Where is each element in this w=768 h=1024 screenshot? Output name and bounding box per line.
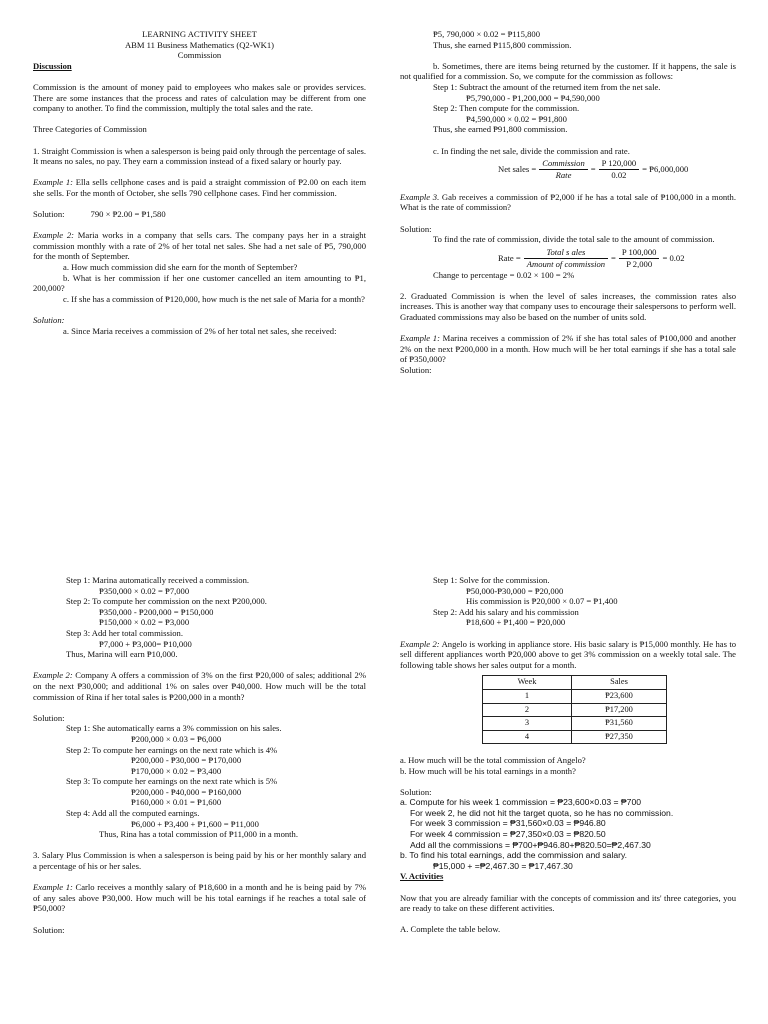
graduated-example-1-paragraph: Example 1: Marina receives a commission of 2% if she has total sales of ₱100,000 and another 2% on the next ₱200,000 in a month. How much will be her total earnings if she has a total sale of ₱350,000? <box>400 333 736 365</box>
table-row <box>483 730 667 744</box>
change-to-percentage: Change to percentage = 0.02 × 100 = 2% <box>433 269 575 280</box>
company-a-example-paragraph: Example 2: Company A offers a commission of 3% on the first ₱20,000 of sales; additional 2% on the next ₱30,000; and additional 1% on sales over ₱40,000. How much will be the total commission of Rina if her total sales is ₱200,000 in a month? <box>33 670 366 702</box>
discussion-heading: Discussion <box>33 60 72 71</box>
angelo-solution-a4: For week 4 commission = ₱27,350×0.03 = ₱820.50 <box>410 829 606 840</box>
calc-commission: ₱5, 790,000 × 0.02 = ₱115,800 <box>433 29 541 39</box>
rina-step-2: Step 2: To compute her earnings on the next rate which is 4% <box>66 744 278 755</box>
step-2-calc: ₱4,590,000 × 0.02 = ₱91,800 <box>466 113 567 124</box>
activity-a-instruction: A. Complete the table below. <box>400 924 501 935</box>
example-2-question-c: c. If she has a commission of ₱120,000, how much is the net sale of Maria for a month? <box>63 293 365 304</box>
example-2-paragraph: Example 2: Maria works in a company that sells cars. The company pays her in a straight commission monthly with a rate of 2% of her total net sales. She had a net sale of ₱5, 790,000 for the month of September. <box>33 230 366 262</box>
question-a: a. How much will be the total commission of Angelo? <box>400 754 586 765</box>
thus-commission-1: Thus, she earned ₱115,800 commission. <box>433 39 572 50</box>
net-sales-formula: Net sales = $\frac{\text{Commission}}{\text{Rate}}$ = $\frac{P 120,000}{0.02}$ = ₱6,000,000 <box>498 158 689 181</box>
thus-commission-2: Thus, she earned ₱91,800 commission. <box>433 124 568 135</box>
table-cell: 1 <box>483 689 572 703</box>
angelo-solution-b1: b. To find his total earnings, add the commission and salary. <box>400 850 628 861</box>
net-sale-intro: c. In finding the net sale, divide the commission and rate. <box>433 145 630 156</box>
rina-step-3: Step 3: To compute her earnings on the next rate which is 5% <box>66 776 278 787</box>
sheet-subject: ABM 11 Business Mathematics (Q2-WK1) <box>124 39 275 50</box>
angelo-example-paragraph: Example 2: Angelo is working in appliance store. His basic salary is ₱15,000 monthly. He has to sell different appliances worth ₱20,000 above to get 3% commission on a weekly total sale. The following table shows her sales output for a month. <box>400 638 737 670</box>
table-row <box>483 689 667 703</box>
table-header-cell: Week <box>483 676 572 690</box>
net-sales-fraction-2: $\frac{P 120,000}{0.02}$ <box>599 158 640 181</box>
example-3-solution-text: To find the rate of commission, divide the total sale to the amount of commission. <box>433 234 715 245</box>
table-cell: ₱27,350 <box>572 730 667 744</box>
angelo-solution-a5: Add all the commissions = ₱700+₱946.80+₱820.50=₱2,467.30 <box>410 839 651 850</box>
sheet-topic: Commission <box>177 50 222 61</box>
salary-plus-commission-paragraph: 3. Salary Plus Commission is when a salesperson is being paid by his or her monthly salary and a percentage of his or her sales. <box>33 850 367 872</box>
rate-formula: Rate = $\frac{\text{Total s ales}}{\text{Amount of commission}}$ = $\frac{P 100,000}{P 2,000}$ = 0.02 <box>498 246 685 269</box>
marina-step-1: Step 1: Marina automatically received a commission. <box>66 575 250 585</box>
question-b: b. How much will be his total earnings in a month? <box>400 765 576 776</box>
graduated-commission-paragraph: 2. Graduated Commission is when the level of sales increases, the commission rates also increases. This is another way that company uses to encourage their salespersons to perform well. Graduated commissions may also be based on the number of units sold. <box>400 290 736 323</box>
angelo-solution-label: Solution: <box>400 786 432 797</box>
example-2-solution-label: Solution: <box>33 315 65 326</box>
activities-heading: V. Activities <box>400 871 444 882</box>
table-cell: ₱17,200 <box>572 703 667 717</box>
carlo-step-2-calc: ₱18,600 + ₱1,400 = ₱20,000 <box>466 617 566 628</box>
straight-commission-paragraph: 1. Straight Commission is when a salesperson is being paid only through the percentage of sales. It means no sales, no pay. They earn a commission instead of a fixed salary or hourly pay. <box>33 145 367 167</box>
page1-left-column <box>33 29 366 336</box>
marina-step-3: Step 3: Add her total commission. <box>66 627 183 638</box>
carlo-step-1: Step 1: Solve for the commission. <box>433 575 550 585</box>
table-row <box>483 703 667 717</box>
carlo-solution-label: Solution: <box>33 924 65 935</box>
table-header-cell: Sales <box>572 676 667 690</box>
rina-step-2-calc-2: ₱170,000 × 0.02 = ₱3,400 <box>131 765 222 776</box>
marina-step-3-calc: ₱7,000 + ₱3,000= ₱10,000 <box>99 638 192 649</box>
sales-table <box>482 675 667 744</box>
carlo-step-2: Step 2: Add his salary and his commission <box>433 606 579 617</box>
page1-right-column <box>400 29 736 376</box>
page2-right-column <box>400 575 736 935</box>
table-row <box>483 717 667 731</box>
three-categories-heading: Three Categories of Commission <box>33 124 147 135</box>
angelo-solution-a2: For week 2, he did not hit the target quota, so he has no commission. <box>410 807 674 818</box>
intro-paragraph: Commission is the amount of money paid to employees who makes sale or provides services. There are some instances that the process and rates of calculation may be different from one company to another. To find the commission, multiply the total sales and the rate. <box>33 81 366 114</box>
rina-step-1: Step 1: She automatically earns a 3% commission on his sales. <box>66 723 282 734</box>
rina-step-4: Step 4: Add all the computed earnings. <box>66 808 200 819</box>
table-cell: ₱31,560 <box>572 717 667 731</box>
carlo-step-1-calc-2: His commission is ₱20,000 × 0.07 = ₱1,400 <box>466 596 618 607</box>
angelo-solution-b1-calc: ₱15,000 + =₱2,467.30 = ₱17,467.30 <box>433 860 573 871</box>
table-cell: 4 <box>483 730 572 744</box>
example-3-solution-label: Solution: <box>400 223 432 234</box>
marina-step-1-calc: ₱350,000 × 0.02 = ₱7,000 <box>99 585 190 596</box>
rina-step-3-calc-1: ₱200,000 - ₱40,000 = ₱160,000 <box>131 786 242 797</box>
example-1-paragraph: Example 1: Ella sells cellphone cases and is paid a straight commission of ₱2.00 on each item she sells. For the month of October, she sells 790 cellphone cases. Find her commission. <box>33 177 367 198</box>
example-2-question-a: a. How much commission did she earn for the month of September? <box>63 262 298 273</box>
table-header-row <box>483 676 667 690</box>
rate-fraction-1: $\frac{\text{Total s ales}}{\text{Amount of commission}}$ <box>524 247 608 270</box>
activities-intro: Now that you are already familiar with the concepts of commission and its' three categories, you are ready to take on these different activities. <box>400 892 736 914</box>
rina-step-4-calc: ₱6,000 + ₱3,400 + ₱1,600 = ₱11,000 <box>131 818 259 829</box>
graduated-example-1-solution-label: Solution: <box>400 365 432 376</box>
step-1-subtract: Step 1: Subtract the amount of the returned item from the net sale. <box>433 81 661 92</box>
rina-thus: Thus, Rina has a total commission of ₱11,000 in a month. <box>99 829 298 840</box>
marina-step-2: Step 2: To compute her commission on the next ₱200,000. <box>66 596 267 607</box>
rina-step-3-calc-2: ₱160,000 × 0.01 = ₱1,600 <box>131 797 222 808</box>
net-sales-fraction-1: $\frac{\text{Commission}}{\text{Rate}}$ <box>539 158 588 181</box>
example-3-paragraph: Example 3. Gab receives a commission of ₱2,000 if he has a total sale of ₱100,000 in a month. What is the rate of commission? <box>400 191 736 213</box>
marina-step-2-calc-1: ₱350,000 - ₱200,000 = ₱150,000 <box>99 606 214 617</box>
returned-items-paragraph: b. Sometimes, there are items being returned by the customer. If it happens, the sale is not qualified for a commission. So, we compute for the commission as follows: <box>400 60 736 82</box>
rina-step-2-calc-1: ₱200,000 - ₱30,000 = ₱170,000 <box>131 755 242 766</box>
sheet-title: LEARNING ACTIVITY SHEET <box>142 29 257 39</box>
company-a-solution-label: Solution: <box>33 712 65 723</box>
example-2-question-b: b. What is her commission if her one customer cancelled an item amounting to ₱1, 200,000? <box>33 272 366 294</box>
rate-fraction-2: $\frac{P 100,000}{P 2,000}$ <box>619 247 660 270</box>
example-2-solution-a: a. Since Maria receives a commission of 2% of her total net sales, she received: <box>63 325 337 336</box>
step-1-calc: ₱5,790,000 - ₱1,200,000 = ₱4,590,000 <box>466 92 600 103</box>
page2-left-column <box>33 575 366 935</box>
carlo-step-1-calc-1: ₱50,000-₱30,000 = ₱20,000 <box>466 585 564 596</box>
marina-thus: Thus, Marina will earn ₱10,000. <box>66 649 178 660</box>
step-2-compute: Step 2: Then compute for the commission. <box>433 103 580 114</box>
marina-step-2-calc-2: ₱150,000 × 0.02 = ₱3,000 <box>99 617 190 628</box>
angelo-solution-a1: a. Compute for his week 1 commission = ₱23,600×0.03 = ₱700 <box>400 797 642 808</box>
angelo-solution-a3: For week 3 commission = ₱31,560×0.03 = ₱946.80 <box>410 818 606 829</box>
table-cell: ₱23,600 <box>572 689 667 703</box>
carlo-example-paragraph: Example 1: Carlo receives a monthly salary of ₱18,600 in a month and he is being paid by 7% of any sales above ₱30,000. How much will be his total earnings if he reaches a total sale of ₱50,000? <box>33 882 367 914</box>
rina-step-1-calc: ₱200,000 × 0.03 = ₱6,000 <box>131 733 222 744</box>
example-1-solution: Solution: 790 × ₱2.00 = ₱1,580 <box>33 209 166 220</box>
table-cell: 2 <box>483 703 572 717</box>
table-cell: 3 <box>483 717 572 731</box>
